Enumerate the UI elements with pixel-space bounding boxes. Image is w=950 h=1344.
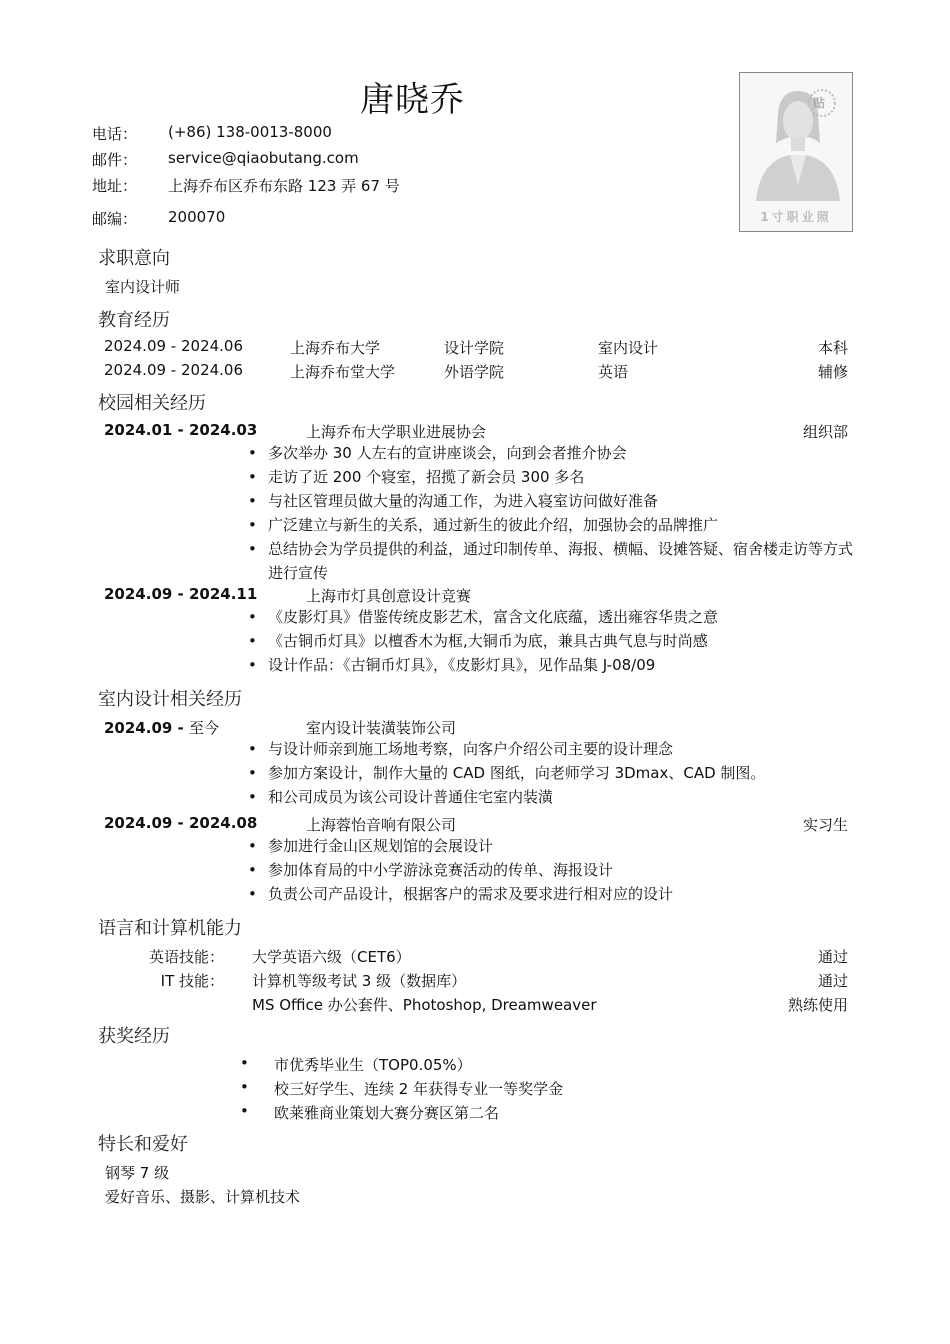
list-item: • 与设计师亲到施工场地考察，向客户介绍公司主要的设计理念 <box>248 737 858 761</box>
interior-entry-header <box>104 717 848 739</box>
section-title-hobbies: 特长和爱好 <box>98 1134 188 1155</box>
award-item: 欧莱雅商业策划大赛分赛区第二名 <box>274 1104 500 1122</box>
edu-school: 上海乔布大学 <box>290 339 381 357</box>
postcode-label: 邮编： <box>92 210 138 228</box>
stamp-text: 贴 <box>813 96 826 110</box>
objective-value: 室内设计师 <box>105 278 181 296</box>
campus-date: 2024.09 - 2024.11 <box>104 585 258 603</box>
campus-role: 组织部 <box>802 423 848 441</box>
skill-row <box>104 994 848 1016</box>
edu-degree: 本科 <box>817 339 848 357</box>
hobby-item: 钢琴 7 级 <box>105 1164 170 1182</box>
list-item: • 广泛建立与新生的关系，通过新生的彼此介绍，加强协会的品牌推广 <box>248 513 858 537</box>
section-title-campus: 校园相关经历 <box>98 393 206 414</box>
award-item: 市优秀毕业生（TOP0.05%） <box>274 1056 472 1074</box>
list-item: • 与社区管理员做大量的沟通工作，为进入寝室访问做好准备 <box>248 489 858 513</box>
edu-date: 2024.09 - 2024.06 <box>104 337 244 355</box>
phone-label: 电话： <box>92 125 138 143</box>
interior-role: 实习生 <box>802 816 848 834</box>
campus-bullets <box>248 605 858 677</box>
skill-level: 熟练使用 <box>787 996 848 1014</box>
list-item: • 设计作品：《古铜币灯具》，《皮影灯具》，见作品集 J-08/09 <box>248 653 858 677</box>
interior-org: 室内设计装潢装饰公司 <box>306 719 457 737</box>
hobby-item: 爱好音乐、摄影、计算机技术 <box>105 1188 301 1206</box>
section-title-interior: 室内设计相关经历 <box>98 689 242 710</box>
section-title-awards: 获奖经历 <box>98 1026 170 1047</box>
interior-date-start: 2024.09 - <box>104 719 189 737</box>
list-item: • 参加方案设计，制作大量的 CAD 图纸，向老师学习 3Dmax、CAD 制图。 <box>248 761 858 785</box>
list-item: • 和公司成员为该公司设计普通住宅室内装潢 <box>248 785 858 809</box>
list-item: • 参加进行金山区规划馆的会展设计 <box>248 834 858 858</box>
phone-value: (+86) 138-0013-8000 <box>168 123 332 141</box>
education-row <box>104 361 848 383</box>
education-row <box>104 337 848 359</box>
campus-bullets <box>248 441 858 585</box>
edu-college: 设计学院 <box>444 339 505 357</box>
award-item: 校三好学生、连续 2 年获得专业一等奖学金 <box>274 1080 564 1098</box>
address-value: 上海乔布区乔布东路 123 弄 67 号 <box>168 177 400 195</box>
skill-value: 大学英语六级（CET6） <box>252 948 411 966</box>
campus-org: 上海市灯具创意设计竞赛 <box>306 587 472 605</box>
list-item: • 走访了近 200 个寝室，招揽了新会员 300 多名 <box>248 465 858 489</box>
skill-value: 计算机等级考试 3 级（数据库） <box>252 972 467 990</box>
photo-placeholder <box>739 72 853 232</box>
campus-entry-header <box>104 421 848 443</box>
postcode-value: 200070 <box>168 208 226 226</box>
edu-degree: 辅修 <box>817 363 848 381</box>
campus-entry-header <box>104 585 848 607</box>
resume-name: 唐晓乔 <box>360 80 465 120</box>
edu-date: 2024.09 - 2024.06 <box>104 361 244 379</box>
skill-label: 英语技能： <box>148 948 224 966</box>
photo-caption: 1寸职业照 <box>760 210 832 224</box>
list-item: • 负责公司产品设计，根据客户的需求及要求进行相对应的设计 <box>248 882 858 906</box>
interior-date-start: 2024.09 - 2024.08 <box>104 814 258 832</box>
interior-entry-header <box>104 814 848 836</box>
edu-major: 英语 <box>598 363 629 381</box>
award-bullet: • <box>240 1102 249 1120</box>
edu-college: 外语学院 <box>444 363 505 381</box>
interior-bullets <box>248 834 858 906</box>
interior-bullets <box>248 737 858 809</box>
skill-label: IT 技能： <box>160 972 224 990</box>
interior-date-end: 至今 <box>189 719 220 737</box>
award-bullet: • <box>240 1054 249 1072</box>
skill-level: 通过 <box>817 948 848 966</box>
section-title-skills: 语言和计算机能力 <box>98 918 242 939</box>
list-item: • 总结协会为学员提供的利益，通过印制传单、海报、横幅、设摊答疑、宿舍楼走访等方式进行宣传 <box>248 537 858 585</box>
section-title-objective: 求职意向 <box>98 248 170 269</box>
list-item: • 参加体育局的中小学游泳竞赛活动的传单、海报设计 <box>248 858 858 882</box>
list-item: • 《古铜币灯具》以檀香木为框,大铜币为底，兼具古典气息与时尚感 <box>248 629 858 653</box>
campus-org: 上海乔布大学职业进展协会 <box>306 423 487 441</box>
list-item: • 多次举办 30 人左右的宣讲座谈会，向到会者推介协会 <box>248 441 858 465</box>
interior-org: 上海蓉怡音响有限公司 <box>306 816 457 834</box>
section-title-education: 教育经历 <box>98 310 170 331</box>
edu-major: 室内设计 <box>598 339 659 357</box>
email-label: 邮件： <box>92 151 138 169</box>
campus-date: 2024.01 - 2024.03 <box>104 421 258 439</box>
skill-row <box>104 946 848 968</box>
skill-row <box>104 970 848 992</box>
skill-value: MS Office 办公套件、Photoshop, Dreamweaver <box>252 996 597 1014</box>
list-item: • 《皮影灯具》借鉴传统皮影艺术，富含文化底蕴，透出雍容华贵之意 <box>248 605 858 629</box>
skill-level: 通过 <box>817 972 848 990</box>
edu-school: 上海乔布堂大学 <box>290 363 396 381</box>
address-label: 地址： <box>92 177 138 195</box>
email-value: service@qiaobutang.com <box>168 149 359 167</box>
award-bullet: • <box>240 1078 249 1096</box>
